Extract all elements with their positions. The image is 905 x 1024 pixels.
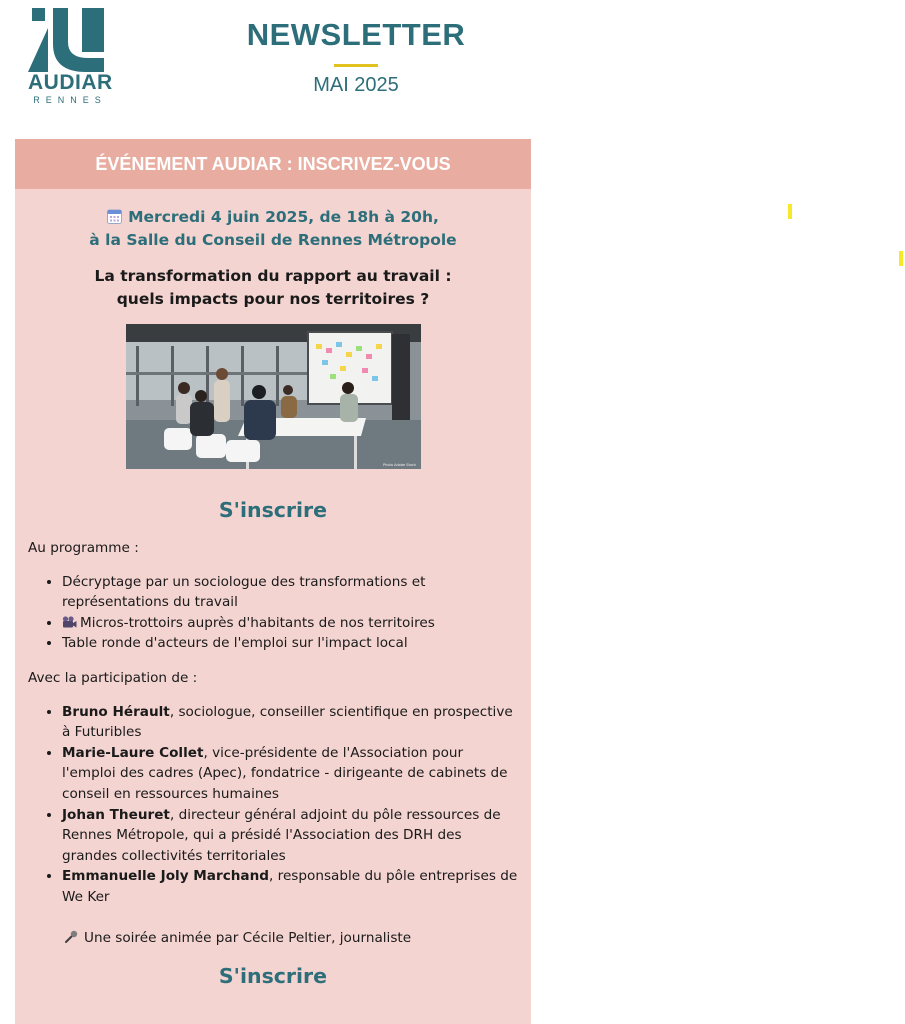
program-item-text: Décryptage par un sociologue des transformations et représentations du travail: [62, 573, 426, 611]
title-divider: [334, 64, 378, 67]
participant-item: [62, 702, 518, 743]
newsletter-date: MAI 2025: [313, 74, 399, 96]
register-link-bottom[interactable]: S'inscrire: [218, 964, 328, 989]
participant-item: [62, 805, 518, 867]
event-date-line: Mercredi 4 juin 2025, de 18h à 20h,: [128, 208, 439, 226]
calendar-icon: [107, 208, 122, 224]
host-text: Une soirée animée par Cécile Peltier, journaliste: [84, 929, 412, 946]
participant-item: [62, 743, 518, 805]
program-item-text: Micros-trottoirs auprès d'habitants de nos territoires: [80, 614, 435, 631]
program-list: [28, 572, 518, 654]
audiar-logo[interactable]: [28, 8, 113, 105]
register-link-top[interactable]: S'inscrire: [218, 498, 328, 522]
logo-wordmark: AUDIAR: [28, 71, 113, 94]
participants-list: [28, 702, 518, 908]
program-item: [62, 613, 518, 634]
newsletter-title: NEWSLETTER: [246, 17, 466, 52]
program-item: [62, 633, 518, 654]
audiar-logo-mark: [28, 8, 106, 74]
event-datetime: [15, 206, 531, 252]
event-card: [15, 139, 531, 1024]
participant-name: Bruno Hérault: [62, 703, 170, 720]
photo-credit: Photo Adobe Stock: [382, 463, 416, 467]
event-topic: [15, 265, 531, 311]
participant-name: Marie-Laure Collet: [62, 744, 204, 761]
event-venue-line: à la Salle du Conseil de Rennes Métropole: [89, 231, 457, 249]
yellow-mark: [899, 251, 903, 266]
participants-lead: Avec la participation de :: [28, 669, 198, 686]
yellow-mark: [788, 204, 792, 219]
logo-city: RENNES: [33, 95, 107, 105]
event-topic-line-1: La transformation du rapport au travail :: [94, 267, 452, 285]
participant-role: , responsable du pôle entreprises de We Ker: [62, 868, 518, 905]
program-item-text: Table ronde d'acteurs de l'emploi sur l'impact local: [62, 635, 408, 652]
microphone-icon: [64, 930, 78, 944]
video-camera-icon: [62, 616, 77, 628]
event-topic-line-2: quels impacts pour nos territoires ?: [116, 290, 430, 308]
participant-role: , directeur général adjoint du pôle ressources de Rennes Métropole, qui a présidé l'Association des DRH des grandes collectivités territoriales: [62, 806, 501, 864]
participant-role: , vice-présidente de l'Association pour l'emploi des cadres (Apec), fondatrice - dirigeante de cabinets de conseil en ressources humaines: [62, 744, 508, 802]
host-line: [15, 928, 531, 949]
program-lead: Au programme :: [28, 540, 139, 556]
event-details: [15, 538, 531, 908]
participant-name: Emmanuelle Joly Marchand: [62, 868, 270, 885]
participant-item: [62, 866, 518, 907]
participant-name: Johan Theuret: [62, 806, 170, 823]
program-item: [62, 572, 518, 613]
event-photo[interactable]: [126, 324, 421, 469]
participant-role: , sociologue, conseiller scientifique en prospective à Futuribles: [62, 703, 513, 741]
event-card-header: ÉVÉNEMENT AUDIAR : INSCRIVEZ-VOUS: [15, 139, 531, 189]
